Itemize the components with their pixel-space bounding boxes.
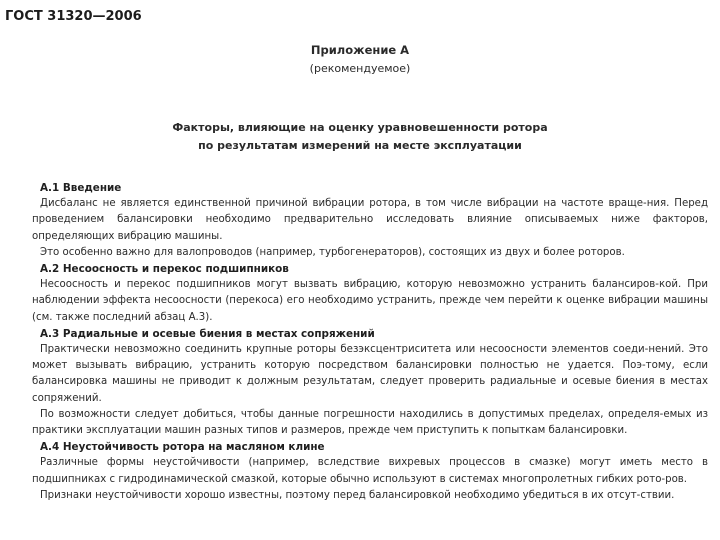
section-heading: А.1 Введение: [40, 182, 122, 194]
section-heading: А.4 Неустойчивость ротора на масляном клине: [40, 441, 325, 454]
section-heading: А.3 Радиальные и осевые биения в местах сопряжений: [40, 327, 375, 340]
paragraph: Различные формы неустойчивости (например, вследствие вихревых процессов в смазке) могут иметь место в подшипниках с гидродинамической смазкой, которые обычно используют в системах многопролетных гибких рото-ров.: [32, 457, 708, 485]
appendix-heading-line1: Факторы, влияющие на оценку уравновешенности ротора: [172, 121, 548, 134]
standard-code-header: ГОСТ 31320—2006: [5, 9, 142, 24]
paragraph: Это особенно важно для валопроводов (например, турбогенераторов), состоящих из двух и более роторов.: [40, 246, 625, 258]
paragraph: По возможности следует добиться, чтобы данные погрешности находились в допустимых пределах, определя-емых из практики эксплуатации машин разных типов и размеров, прежде чем приступить к попыткам балансировки.: [32, 408, 708, 437]
appendix-body: [32, 180, 708, 504]
paragraph: Дисбаланс не является единственной причиной вибрации ротора, в том числе вибрации на частоте враще-ния. Перед проведением балансировки необходимо предварительно исследовать влияние описываемых ниже факторов, определяющих вибрацию машины.: [32, 198, 708, 242]
appendix-heading-line2: по результатам измерений на месте эксплуатации: [198, 139, 522, 152]
paragraph: Несоосность и перекос подшипников могут вызвать вибрацию, которую невозможно устранить балансиров-кой. При наблюдении эффекта несоосности (перекоса) его необходимо устранить, прежде чем перейти к оценке вибрации машины (см. также последний абзац А.3).: [32, 279, 708, 323]
appendix-status: (рекомендуемое): [309, 62, 411, 75]
paragraph: Практически невозможно соединить крупные роторы безэксцентриситета или несоосности элементов соеди-нений. Это может вызывать вибрацию, устранить которую посредством балансировки полностью не удается. Поэ-тому, если балансировка машины не приводит к должным результатам, следует проверить радиальные и осевые биения в местах сопряжений.: [32, 344, 708, 404]
paragraph: Признаки неустойчивости хорошо известны, поэтому перед балансировкой необходимо убедиться в их отсут-ствии.: [40, 489, 675, 501]
section-heading: А.2 Несоосность и перекос подшипников: [40, 263, 289, 276]
appendix-title: Приложение А: [310, 43, 410, 57]
